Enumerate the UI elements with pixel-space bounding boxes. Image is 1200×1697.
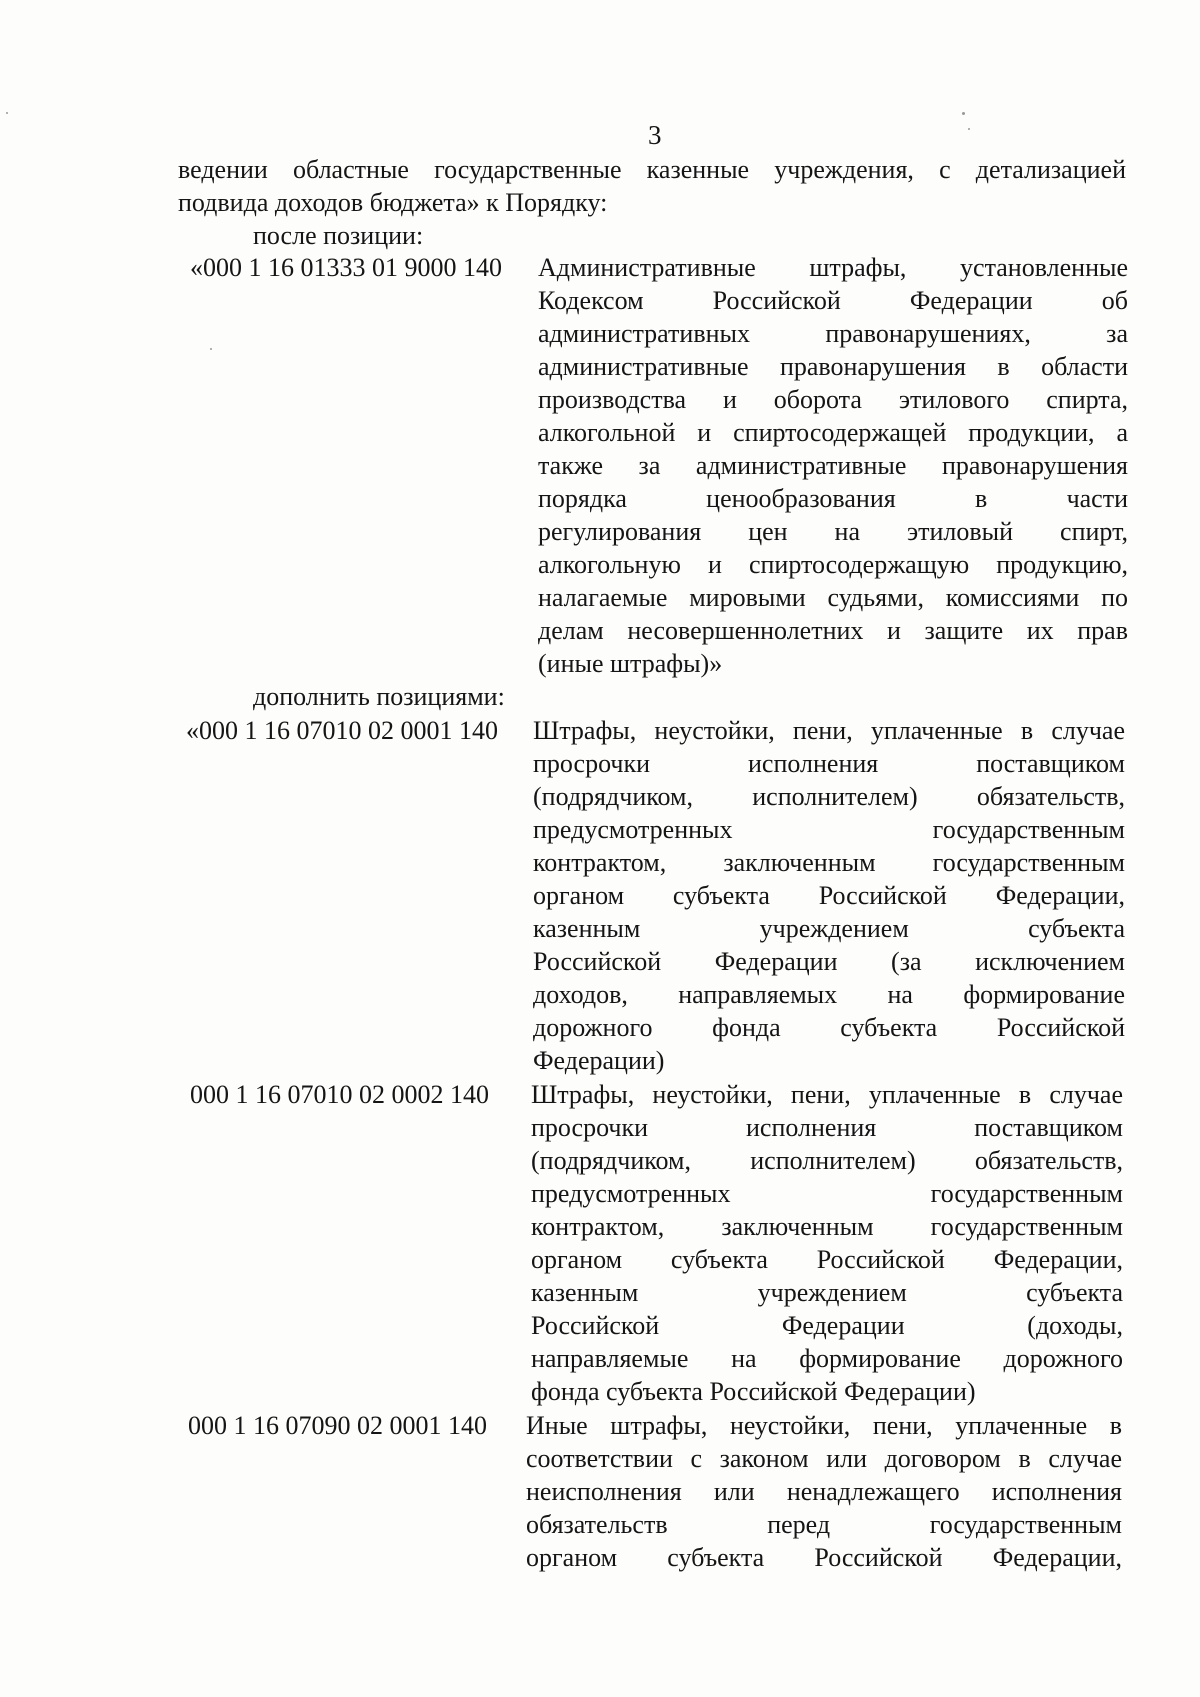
entry-text-line: органом субъекта Российской Федерации,: [526, 1543, 1122, 1572]
entry-text-line: контрактом, заключенным государственным: [531, 1212, 1123, 1241]
entry-text-line: производства и оборота этилового спирта,: [538, 385, 1128, 414]
entry-text-line: соответствии с законом или договором в случае: [526, 1444, 1122, 1473]
entry-text-line: (подрядчиком, исполнителем) обязательств,: [533, 782, 1125, 811]
entry-code: «000 1 16 01333 01 9000 140: [190, 253, 502, 282]
entry-text-line: налагаемые мировыми судьями, комиссиями по: [538, 583, 1128, 612]
entry-text-line: обязательств перед государственным: [526, 1510, 1122, 1539]
entry-text-line: Штрафы, неустойки, пени, уплаченные в случае: [531, 1080, 1123, 1109]
entry-text-line: Российской Федерации (за исключением: [533, 947, 1125, 976]
entry-text-line: Административные штрафы, установленные: [538, 253, 1128, 282]
entry-text-line: Иные штрафы, неустойки, пени, уплаченные в: [526, 1411, 1122, 1440]
scan-speck: [6, 112, 8, 114]
entry-text-line: контрактом, заключенным государственным: [533, 848, 1125, 877]
entry-text-line: органом субъекта Российской Федерации,: [531, 1245, 1123, 1274]
page-number: 3: [648, 120, 662, 150]
entry-text-line: неисполнения или ненадлежащего исполнения: [526, 1477, 1122, 1506]
intro-line: ведении областные государственные казенные учреждения, с детализацией: [178, 155, 1126, 184]
entry-text-line: (подрядчиком, исполнителем) обязательств,: [531, 1146, 1123, 1175]
entry-text-line: также за административные правонарушения: [538, 451, 1128, 480]
add-positions-label: дополнить позициями:: [253, 682, 505, 711]
entry-text-line: регулирования цен на этиловый спирт,: [538, 517, 1128, 546]
entry-text-line: фонда субъекта Российской Федерации): [531, 1377, 976, 1406]
entry-text-line: дорожного фонда субъекта Российской: [533, 1013, 1125, 1042]
entry-text-line: Штрафы, неустойки, пени, уплаченные в случае: [533, 716, 1125, 745]
entry-text-line: Федерации): [533, 1046, 665, 1075]
entry-text-line: направляемые на формирование дорожного: [531, 1344, 1123, 1373]
entry-text-line: административных правонарушениях, за: [538, 319, 1128, 348]
entry-text-line: административные правонарушения в области: [538, 352, 1128, 381]
scan-speck: [968, 128, 970, 130]
scan-speck: [962, 112, 965, 115]
entry-text-line: Российской Федерации (доходы,: [531, 1311, 1123, 1340]
intro-line: подвида доходов бюджета» к Порядку:: [178, 188, 608, 217]
entry-text-line: предусмотренных государственным: [531, 1179, 1123, 1208]
entry-text-line: доходов, направляемых на формирование: [533, 980, 1125, 1009]
entry-text-line: просрочки исполнения поставщиком: [531, 1113, 1123, 1142]
entry-text-line: казенным учреждением субъекта: [533, 914, 1125, 943]
scan-speck: [210, 348, 212, 350]
entry-code: «000 1 16 07010 02 0001 140: [186, 716, 498, 745]
entry-text-line: органом субъекта Российской Федерации,: [533, 881, 1125, 910]
entry-code: 000 1 16 07090 02 0001 140: [188, 1411, 487, 1440]
entry-text-line: делам несовершеннолетних и защите их прав: [538, 616, 1128, 645]
entry-text-line: алкогольную и спиртосодержащую продукцию,: [538, 550, 1128, 579]
entry-text-line: просрочки исполнения поставщиком: [533, 749, 1125, 778]
entry-text-line: порядка ценообразования в части: [538, 484, 1128, 513]
entry-text-line: казенным учреждением субъекта: [531, 1278, 1123, 1307]
entry-text-line: Кодексом Российской Федерации об: [538, 286, 1128, 315]
entry-text-line: (иные штрафы)»: [538, 649, 723, 678]
entry-text-line: предусмотренных государственным: [533, 815, 1125, 844]
entry-text-line: алкогольной и спиртосодержащей продукции, а: [538, 418, 1128, 447]
after-position-label: после позиции:: [253, 221, 424, 250]
entry-code: 000 1 16 07010 02 0002 140: [190, 1080, 489, 1109]
